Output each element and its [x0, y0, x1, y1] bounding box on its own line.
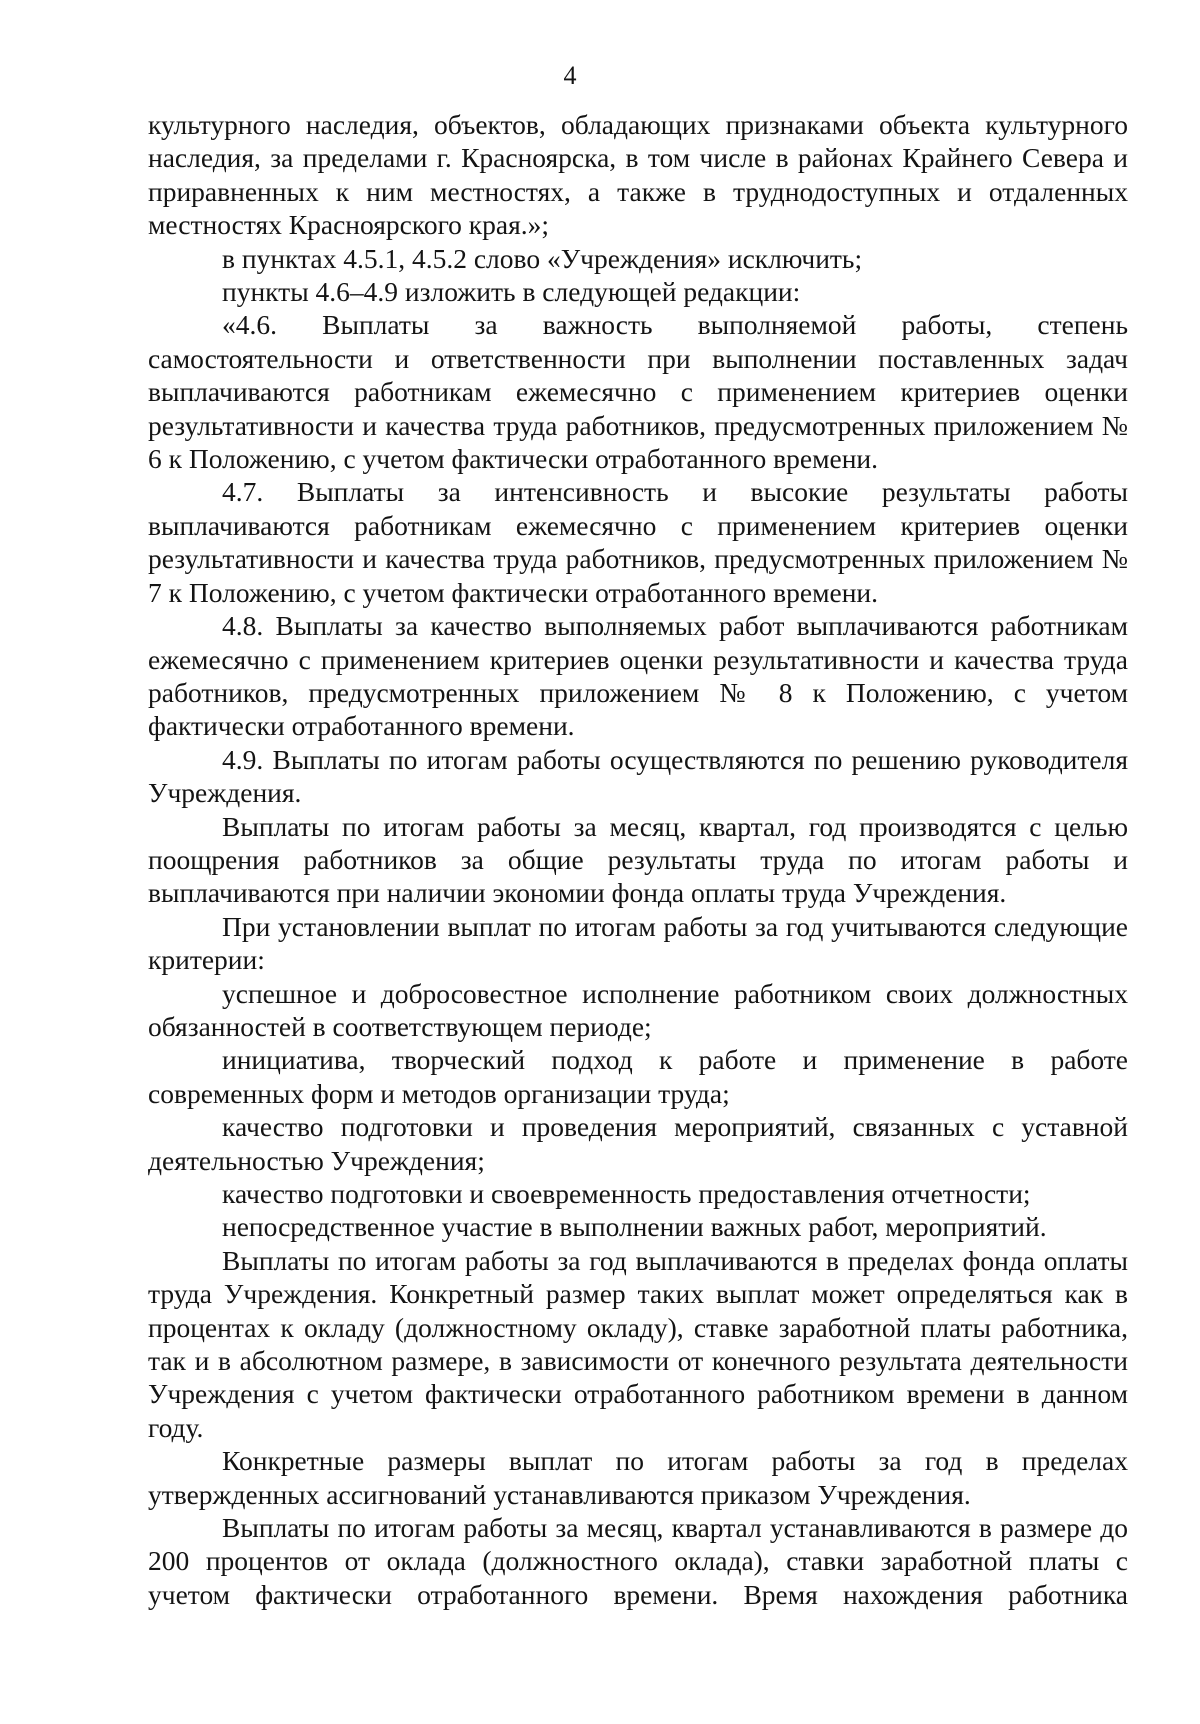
criteria-item: качество подготовки и проведения мероприятий, связанных с уставной деятельностью Учреждения;	[148, 1111, 1128, 1176]
criteria-item: качество подготовки и своевременность предоставления отчетности;	[222, 1178, 1031, 1209]
paragraph-monthly-payments: Выплаты по итогам работы за месяц, квартал, год производятся с целью поощрения работников за общие результаты труда по итогам работы и выплачиваются при наличии экономии фонда оплаты труда Учреждения.	[148, 810, 1128, 909]
paragraph-amendment-4-5: в пунктах 4.5.1, 4.5.2 слово «Учреждения» исключить;	[222, 242, 863, 274]
paragraph-payment-amounts: Конкретные размеры выплат по итогам работы за год в пределах утвержденных ассигнований устанавливаются приказом Учреждения.	[148, 1445, 1128, 1510]
paragraph-payment-limit: Выплаты по итогам работы за месяц, квартал устанавливаются в размере до 200 процентов от оклада (должностного оклада), ставки заработной платы с учетом фактически отработанного времени. Время нахождения работника	[148, 1512, 1128, 1610]
page-number: 4	[563, 61, 577, 90]
paragraph-4-9: 4.9. Выплаты по итогам работы осуществляются по решению руководителя Учреждения.	[148, 743, 1128, 809]
paragraph-amendment-4-6-4-9: пункты 4.6–4.9 изложить в следующей редакции:	[222, 276, 801, 308]
document-body	[148, 108, 1128, 1611]
paragraph-4-7: 4.7. Выплаты за интенсивность и высокие результаты работы выплачиваются работникам ежемесячно с применением критериев оценки результативности и качества труда работников, предусмотренных приложением № 7 к Положению, с учетом фактически отработанного времени.	[148, 476, 1128, 608]
paragraph-criteria-intro: При установлении выплат по итогам работы за год учитываются следующие критерии:	[148, 910, 1128, 976]
criteria-item: инициатива, творческий подход к работе и применение в работе современных форм и методов организации труда;	[148, 1044, 1128, 1109]
paragraph-annual-payments: Выплаты по итогам работы за год выплачиваются в пределах фонда оплаты труда Учреждения. Конкретный размер таких выплат может определяться как в процентах к окладу (должностному окладу), ставке заработной платы работника, так и в абсолютном размере, в зависимости от конечного результата деятельности Учреждения с учетом фактически отработанного работником времени в данном году.	[148, 1244, 1128, 1443]
paragraph-4-6: «4.6. Выплаты за важность выполняемой работы, степень самостоятельности и ответственности при выполнении поставленных задач выплачиваются работникам ежемесячно с применением критериев оценки результативности и качества труда работников, предусмотренных приложением № 6 к Положению, с учетом фактически отработанного времени.	[148, 309, 1128, 475]
paragraph-continuation: культурного наследия, объектов, обладающих признаками объекта культурного наследия, за пределами г. Красноярска, в том числе в районах Крайнего Севера и приравненных к ним местностях, а также в труднодоступных и отдаленных местностях Красноярского края.»;	[148, 109, 1128, 241]
paragraph-4-8: 4.8. Выплаты за качество выполняемых работ выплачиваются работникам ежемесячно с применением критериев оценки результативности и качества труда работников, предусмотренных приложением № 8 к Положению, с учетом фактически отработанного времени.	[148, 610, 1128, 742]
criteria-item: успешное и добросовестное исполнение работником своих должностных обязанностей в соответствующем периоде;	[148, 977, 1128, 1042]
criteria-item: непосредственное участие в выполнении важных работ, мероприятий.	[222, 1211, 1047, 1243]
